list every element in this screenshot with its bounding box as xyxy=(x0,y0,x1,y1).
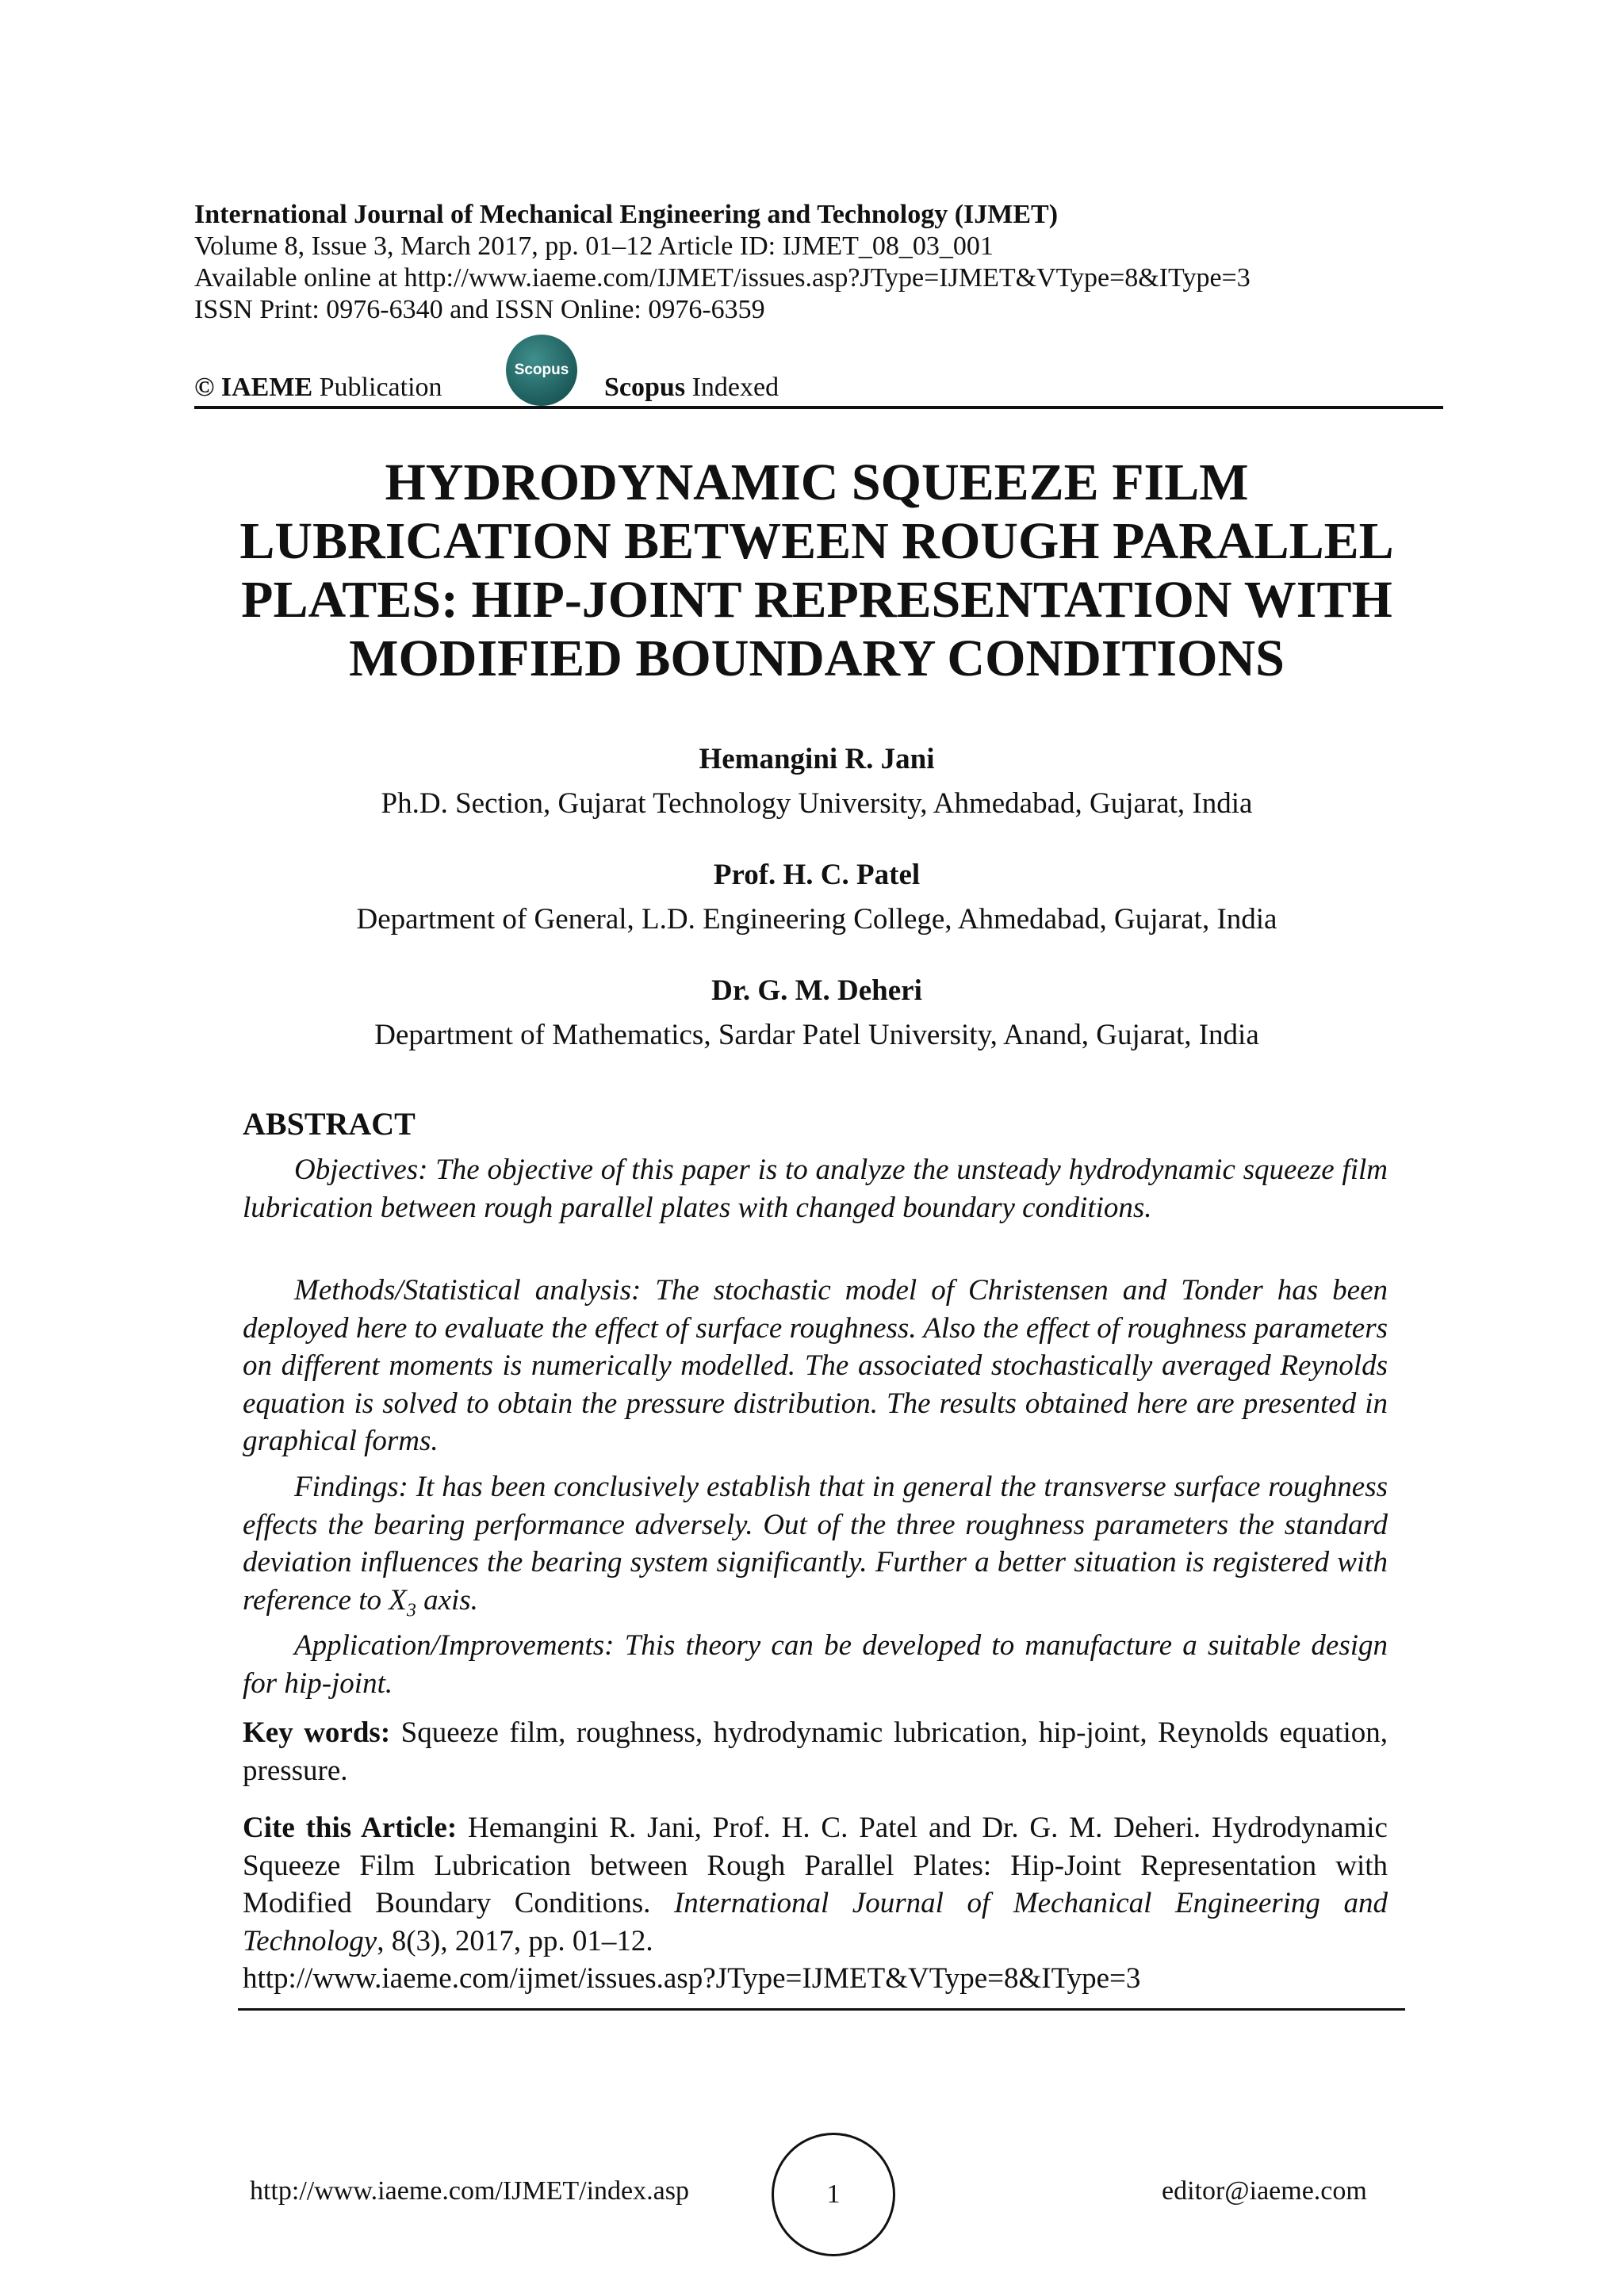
citation-divider xyxy=(238,2008,1405,2011)
findings-subscript: 3 xyxy=(406,1599,416,1621)
abstract-findings xyxy=(243,1468,1388,1629)
citation-details: , 8(3), 2017, pp. 01–12. xyxy=(377,1924,653,1957)
title-line: LUBRICATION BETWEEN ROUGH PARALLEL xyxy=(239,512,1394,570)
author-affiliation: Ph.D. Section, Gujarat Technology University, Ahmedabad, Gujarat, India xyxy=(381,787,1253,820)
scopus-logo-icon: Scopus xyxy=(506,335,577,406)
author-affiliation: Department of General, L.D. Engineering College, Ahmedabad, Gujarat, India xyxy=(356,903,1277,936)
keywords-text: Squeeze film, roughness, hydrodynamic lubrication, hip-joint, Reynolds equation, pressure. xyxy=(243,1716,1388,1787)
volume-line: Volume 8, Issue 3, March 2017, pp. 01–12 Article ID: IJMET_08_03_001 xyxy=(194,232,994,261)
abstract-objectives: Objectives: The objective of this paper is to analyze the unsteady hydrodynamic squeeze film lubrication between rough parallel plates with changed boundary conditions. xyxy=(243,1154,1388,1224)
page-number: 1 xyxy=(772,2133,895,2256)
citation-journal: International Journal of Mechanical Engineering and Technology xyxy=(243,1887,1388,1957)
publisher-bold: © IAEME xyxy=(194,373,313,402)
journal-name: International Journal of Mechanical Engineering and Technology (IJMET) xyxy=(194,200,1059,229)
abstract-application: Application/Improvements: This theory can be developed to manufacture a suitable design for hip-joint. xyxy=(243,1629,1388,1700)
header-divider xyxy=(194,406,1443,409)
title-line: MODIFIED BOUNDARY CONDITIONS xyxy=(349,629,1285,687)
citation-label: Cite this Article: xyxy=(243,1812,458,1844)
findings-end: axis. xyxy=(416,1583,478,1617)
paper-title xyxy=(159,453,1475,688)
footer-email[interactable]: editor@iaeme.com xyxy=(1162,2176,1367,2206)
issn-line: ISSN Print: 0976-6340 and ISSN Online: 0976-6359 xyxy=(194,295,765,324)
citation-url[interactable]: http://www.iaeme.com/ijmet/issues.asp?JType=IJMET&VType=8&IType=3 xyxy=(243,1962,1141,1995)
keywords xyxy=(243,1714,1388,1789)
available-online-line: Available online at http://www.iaeme.com/IJMET/issues.asp?JType=IJMET&VType=8&IType=3 xyxy=(194,263,1251,293)
scopus-indexed xyxy=(604,373,779,403)
abstract-heading: ABSTRACT xyxy=(243,1106,416,1142)
keywords-label: Key words: xyxy=(243,1716,391,1749)
citation-text: Hemangini R. Jani, Prof. H. C. Patel and Dr. G. M. Deheri. Hydrodynamic Squeeze Film Lubrication between Rough Parallel Plates: Hip-Joint Representation with Modified Boundary Conditions. xyxy=(243,1812,1388,1919)
findings-text: Findings: It has been conclusively establish that in general the transverse surface roughness effects the bearing performance adversely. Out of the three roughness parameters the standard deviation influences the bearing system significantly. Further a better situation is registered with reference to X xyxy=(243,1471,1388,1617)
citation xyxy=(243,1809,1388,1998)
author-name: Dr. G. M. Deheri xyxy=(711,974,922,1007)
abstract-methods: Methods/Statistical analysis: The stochastic model of Christensen and Tonder has been deployed here to evaluate the effect of surface roughness. Also the effect of roughness parameters on different moments is numerically modelled. The associated stochastically averaged Reynolds equation is solved to obtain the pressure distribution. The results obtained here are presented in graphical forms. xyxy=(243,1274,1388,1457)
author-name: Prof. H. C. Patel xyxy=(713,859,921,891)
footer-url[interactable]: http://www.iaeme.com/IJMET/index.asp xyxy=(250,2176,689,2206)
scopus-bold: Scopus xyxy=(604,373,686,402)
scopus-rest: Indexed xyxy=(685,373,779,402)
author-name: Hemangini R. Jani xyxy=(699,743,935,775)
publisher-line xyxy=(194,373,442,403)
author-affiliation: Department of Mathematics, Sardar Patel University, Anand, Gujarat, India xyxy=(374,1019,1259,1051)
title-line: PLATES: HIP-JOINT REPRESENTATION WITH xyxy=(241,571,1392,629)
title-line: HYDRODYNAMIC SQUEEZE FILM xyxy=(385,453,1249,511)
publisher-rest: Publication xyxy=(312,373,442,402)
